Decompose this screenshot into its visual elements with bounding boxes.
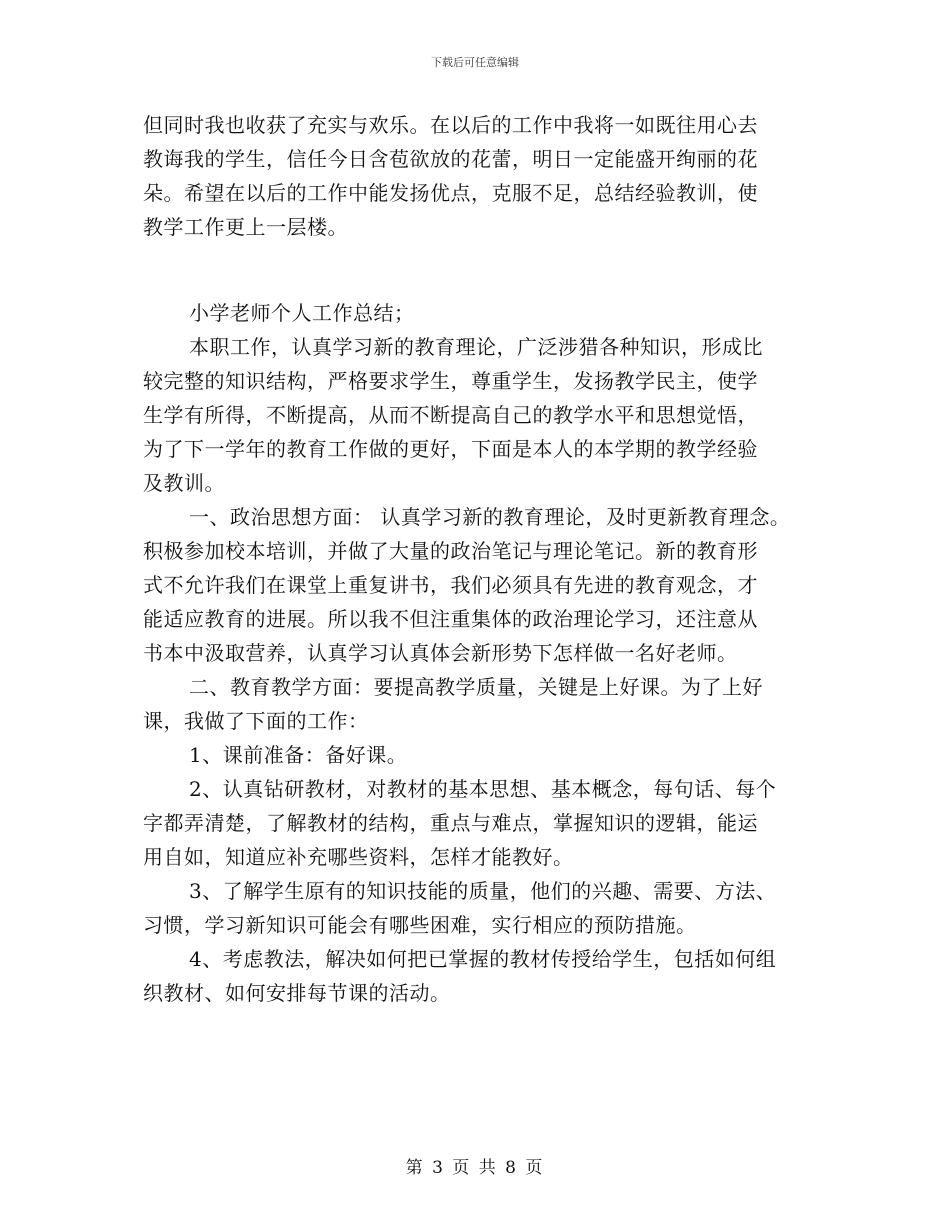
text-line: 习惯，学习新知识可能会有哪些困难，实行相应的预防措施。 (143, 913, 697, 937)
text-line: 1、课前准备：备好课。 (189, 743, 408, 767)
text-line: 书本中汲取营养，认真学习认真体会新形势下怎样做一名好老师。 (143, 641, 738, 665)
text-line: 用自如，知道应补充哪些资料，怎样才能教好。 (143, 845, 574, 869)
text-line: 式不允许我们在课堂上重复讲书，我们必须具有先进的教育观念，才 (143, 573, 758, 597)
text-line: 2、认真钻研教材，对教材的基本思想、基本概念，每句话、每个 (189, 777, 777, 801)
text-line: 生学有所得，不断提高，从而不断提高自己的教学水平和思想觉悟， (143, 403, 758, 427)
document-body (143, 108, 833, 1010)
text-line: 一、政治思想方面： 认真学习新的教育理论，及时更新教育理念。 (189, 505, 791, 529)
text-line: 为了下一学年的教育工作做的更好，下面是本人的本学期的教学经验 (143, 437, 758, 461)
text-line: 课，我做了下面的工作： (143, 709, 369, 733)
text-line: 本职工作，认真学习新的教育理论，广泛涉猎各种知识，形成比 (189, 335, 763, 359)
text-line: 3、了解学生原有的知识技能的质量，他们的兴趣、需要、方法、 (189, 879, 777, 903)
text-line: 4、考虑教法，解决如何把已掌握的教材传授给学生，包括如何组 (189, 947, 777, 971)
text-line: 朵。希望在以后的工作中能发扬优点，克服不足，总结经验教训，使 (143, 181, 758, 205)
text-line: 织教材、如何安排每节课的活动。 (143, 981, 451, 1005)
text-line: 积极参加校本培训，并做了大量的政治笔记与理论笔记。新的教育形 (143, 539, 758, 563)
header-note: 下载后可任意编辑 (431, 56, 519, 69)
section-heading: 小学老师个人工作总结； (189, 301, 415, 325)
text-line: 二、教育教学方面：要提高教学质量，关键是上好课。为了上好 (189, 675, 763, 699)
paragraph-gap (143, 244, 833, 296)
text-line: 字都弄清楚，了解教材的结构，重点与难点，掌握知识的逻辑，能运 (143, 811, 758, 835)
text-line: 但同时我也收获了充实与欢乐。在以后的工作中我将一如既往用心去 (143, 113, 758, 137)
text-line: 能适应教育的进展。所以我不但注重集体的政治理论学习，还注意从 (143, 607, 758, 631)
page-number: 第 3 页 共 8 页 (405, 1158, 545, 1178)
text-line: 教诲我的学生，信任今日含苞欲放的花蕾，明日一定能盛开绚丽的花 (143, 147, 758, 171)
text-line: 及教训。 (143, 471, 225, 495)
text-line: 较完整的知识结构，严格要求学生，尊重学生，发扬教学民主，使学 (143, 369, 758, 393)
text-line: 教学工作更上一层楼。 (143, 215, 348, 239)
